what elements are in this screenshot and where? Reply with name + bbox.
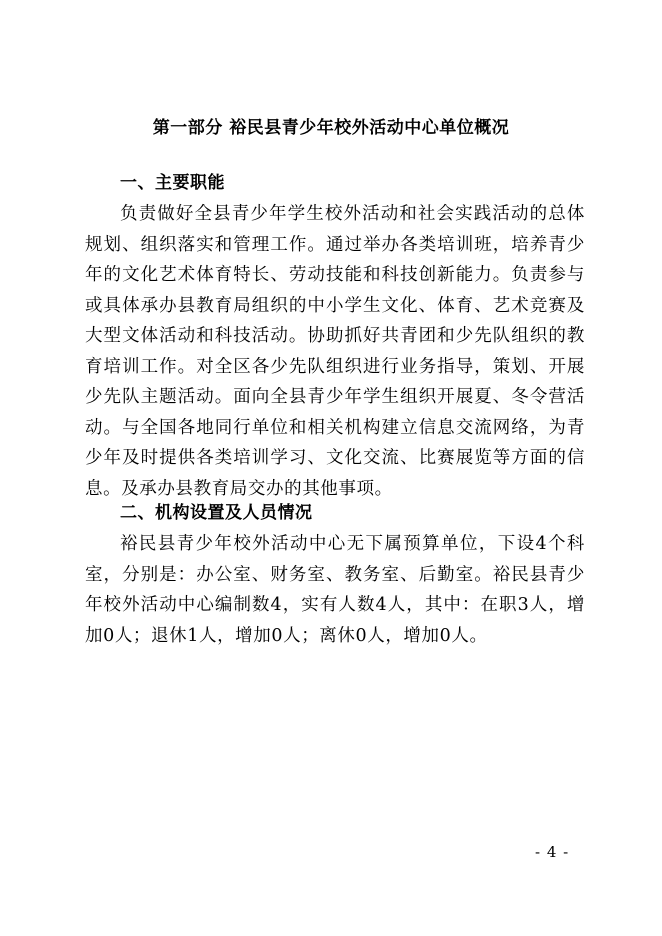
- page-number: - 4 -: [535, 843, 570, 861]
- section-paragraph-organization-staff: 裕民县青少年校外活动中心无下属预算单位，下设4个科室，分别是：办公室、财务室、教务室、后勤室。裕民县青少年校外活动中心编制数4，实有人数4人，其中：在职3人，增加0人；退休1人，增加0人；离休0人，增加0人。: [85, 534, 585, 646]
- section-heading-organization-staff: 二、机构设置及人员情况: [120, 503, 313, 523]
- section-paragraph-main-functions: 负责做好全县青少年学生校外活动和社会实践活动的总体规划、组织落实和管理工作。通过举办各类培训班，培养青少年的文化艺术体育特长、劳动技能和科技创新能力。负责参与或具体承办县教育局组织的中小学生文化、体育、艺术竞赛及大型文体活动和科技活动。协助抓好共青团和少先队组织的教育培训工作。对全区各少先队组织进行业务指导，策划、开展少先队主题活动。面向全县青少年学生组织开展夏、冬令营活动。与全国各地同行单位和相关机构建立信息交流网络，为青少年及时提供各类培训学习、文化交流、比赛展览等方面的信息。及承办县教育局交办的其他事项。: [85, 204, 585, 499]
- section-heading-main-functions: 一、主要职能: [120, 173, 225, 193]
- page-title: 第一部分 裕民县青少年校外活动中心单位概况: [152, 118, 510, 138]
